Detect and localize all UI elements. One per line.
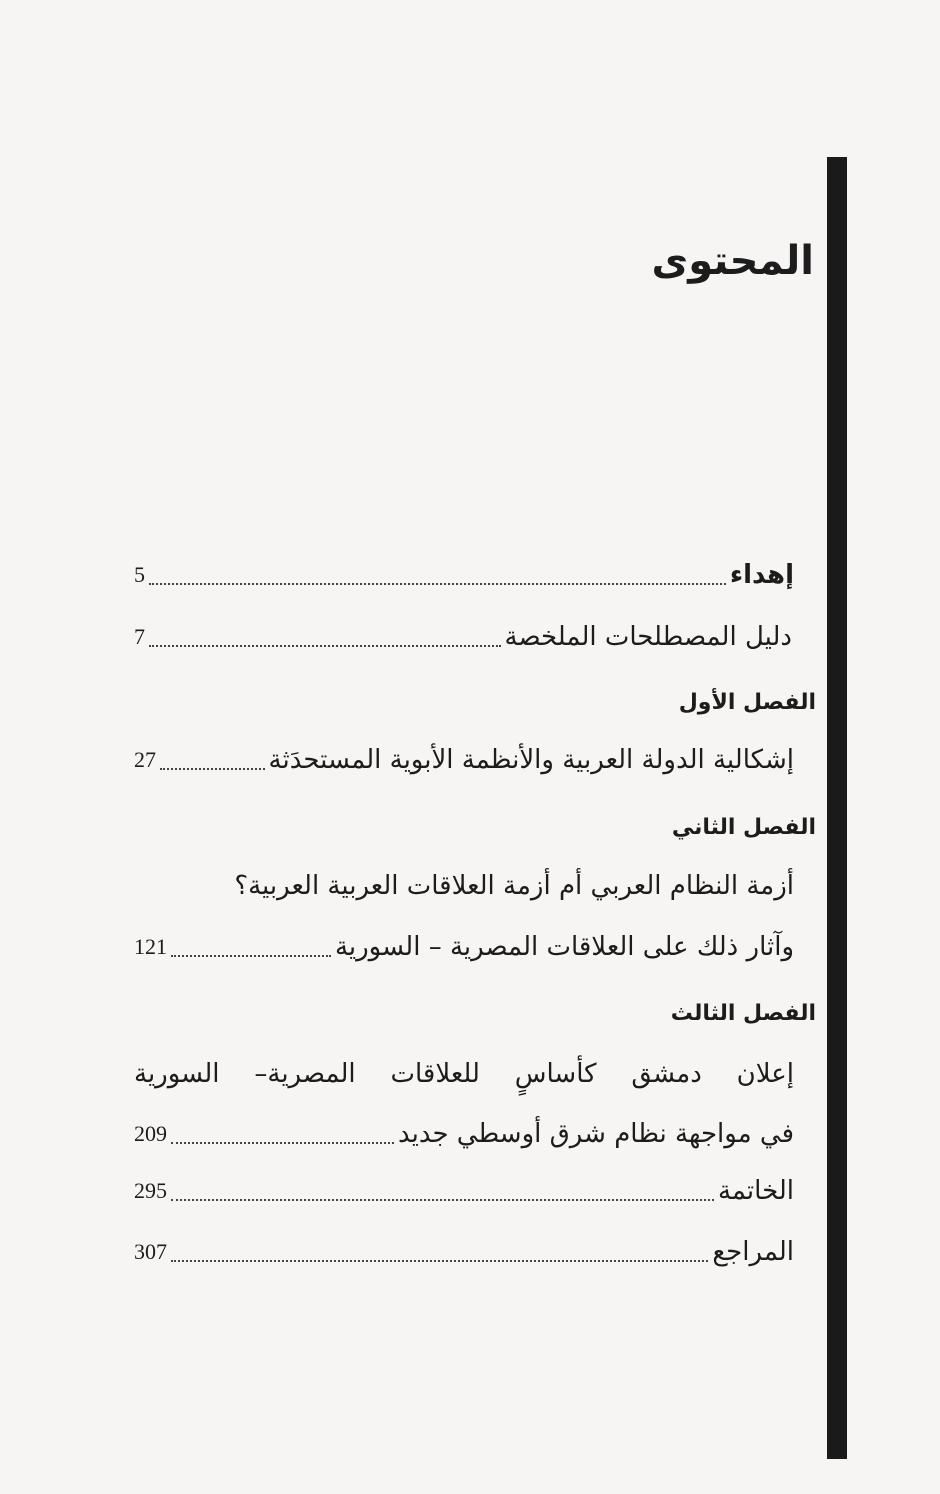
toc-entry-chapter-3 <box>134 1114 794 1154</box>
toc-entry-chapter-3-line-1: إعلان دمشق كأساسٍ للعلاقات المصرية– السورية <box>134 1059 794 1089</box>
toc-page-number: 7 <box>134 624 145 649</box>
toc-entry-conclusion <box>134 1171 794 1211</box>
chapter-heading-3: الفصل الثالث <box>670 1001 816 1026</box>
decorative-side-bar <box>827 157 847 1459</box>
toc-page-number: 295 <box>134 1178 167 1203</box>
toc-page-number: 121 <box>134 934 167 959</box>
chapter-heading-2: الفصل الثاني <box>671 815 816 840</box>
toc-entry-dedication <box>134 555 794 595</box>
toc-entry-chapter-1 <box>134 740 794 780</box>
dot-leader <box>171 1259 708 1262</box>
toc-entry-text: إهداء <box>729 560 794 590</box>
dot-leader <box>149 582 726 585</box>
page-title: المحتوى <box>651 238 814 284</box>
toc-page-number: 27 <box>134 747 156 772</box>
dot-leader <box>171 1198 714 1201</box>
dot-leader <box>160 767 265 770</box>
toc-entry-text: إشكالية الدولة العربية والأنظمة الأبوية المستحدَثة <box>268 745 794 775</box>
toc-page-number: 307 <box>134 1239 167 1264</box>
toc-entry-text: المراجع <box>712 1237 794 1267</box>
toc-entry-text: دليل المصطلحات الملخصة <box>504 622 792 652</box>
toc-entry-text: وآثار ذلك على العلاقات المصرية – السورية <box>334 932 794 962</box>
dot-leader <box>149 644 501 647</box>
dot-leader <box>171 1141 394 1144</box>
toc-entry-references <box>134 1232 794 1272</box>
chapter-heading-1: الفصل الأول <box>678 690 816 715</box>
toc-page-number: 209 <box>134 1121 167 1146</box>
toc-entry-chapter-2 <box>134 927 794 967</box>
toc-entry-text: في مواجهة نظام شرق أوسطي جديد <box>397 1119 794 1149</box>
toc-entry-chapter-2-line-1: أزمة النظام العربي أم أزمة العلاقات العربية العربية؟ <box>234 871 794 901</box>
toc-entry-glossary <box>134 617 792 657</box>
dot-leader <box>171 954 331 957</box>
toc-page-number: 5 <box>134 562 145 587</box>
toc-entry-text: الخاتمة <box>717 1176 794 1206</box>
